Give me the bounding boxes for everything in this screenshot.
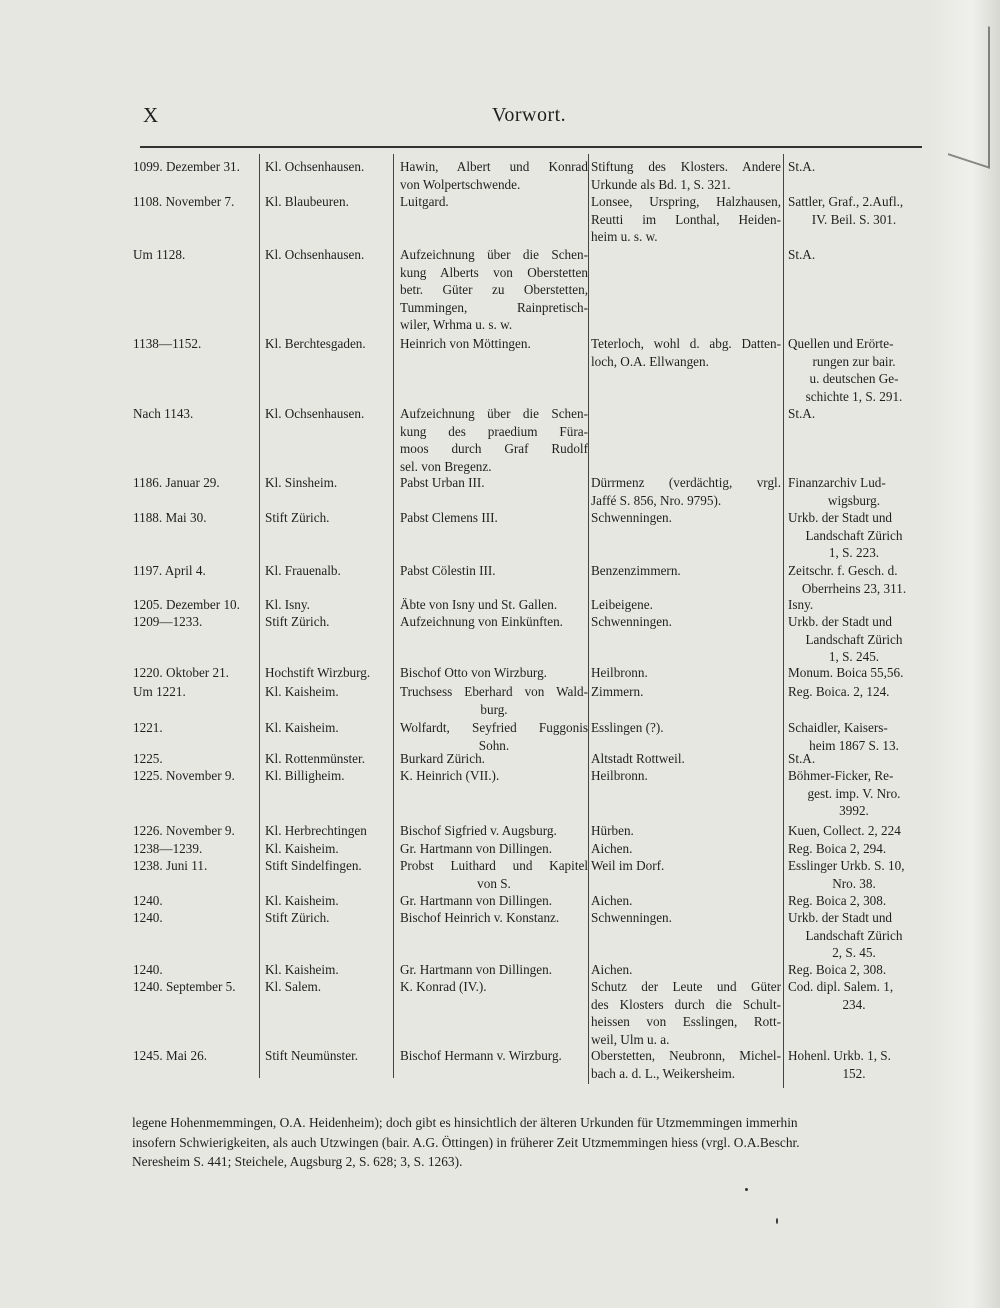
footnote-line: legene Hohenmemmingen, O.A. Heidenheim); doch gibt es hinsichtlich der älteren Urkunden für Utzmemmingen immerhin <box>132 1115 798 1130</box>
cell-source: Reg. Boica 2, 308. <box>788 962 887 977</box>
cell-institution: Stift Zürich. <box>265 510 330 525</box>
cell-issuer: von Wolpertschwende. <box>400 176 521 192</box>
cell-source: Reg. Boica 2, 308. <box>788 893 887 908</box>
cell-place: Schwenningen. <box>591 510 672 525</box>
cell-date: Nach 1143. <box>133 406 194 421</box>
cell-issuer: Aufzeichnung über die Schen- <box>400 406 588 421</box>
cell-date: 1209—1233. <box>133 614 203 629</box>
cell-source: St.A. <box>788 159 816 174</box>
cell-date: Um 1128. <box>133 247 186 262</box>
cell-place: Schwenningen. <box>591 614 672 629</box>
cell-source: 3992. <box>839 803 869 819</box>
cell-source: Nro. 38. <box>832 875 876 891</box>
cell-issuer: Tummingen, Rainpretisch- <box>400 299 588 315</box>
cell-institution: Kl. Ochsenhausen. <box>265 247 365 262</box>
cell-issuer: Bischof Sigfried v. Augsburg. <box>400 823 557 838</box>
cell-issuer: Bischof Hermann v. Wirzburg. <box>400 1048 562 1063</box>
cell-issuer: Pabst Urban III. <box>400 475 485 490</box>
cell-place: des Klosters durch die Schult- <box>591 996 781 1012</box>
cell-issuer: Gr. Hartmann von Dillingen. <box>400 841 552 856</box>
cell-date: 1226. November 9. <box>133 823 235 838</box>
cell-source: St.A. <box>788 406 816 421</box>
cell-institution: Stift Neumünster. <box>265 1048 359 1063</box>
cell-institution: Stift Sindelfingen. <box>265 858 362 873</box>
page-title: Vorwort. <box>492 104 567 126</box>
cell-source: u. deutschen Ge- <box>809 371 899 387</box>
cell-place: Stiftung des Klosters. Andere <box>591 159 781 174</box>
cell-institution: Kl. Frauenalb. <box>265 563 341 578</box>
cell-date: 1197. April 4. <box>133 563 206 578</box>
cell-place: Weil im Dorf. <box>591 858 665 873</box>
cell-issuer: Wolfardt, Seyfried Fuggonis <box>400 720 588 735</box>
cell-issuer: Aufzeichnung von Einkünften. <box>400 614 563 629</box>
cell-institution: Kl. Kaisheim. <box>265 720 339 735</box>
cell-source: Böhmer-Ficker, Re- <box>788 768 894 783</box>
cell-source: Sattler, Graf., 2.Aufl., <box>788 194 904 209</box>
cell-place: weil, Ulm u. a. <box>591 1031 670 1047</box>
cell-date: 1225. November 9. <box>133 768 235 783</box>
cell-source: 1, S. 223. <box>828 545 880 561</box>
cell-place: Teterloch, wohl d. abg. Datten- <box>591 336 781 351</box>
cell-source: Oberrheins 23, 311. <box>801 580 907 596</box>
cell-date: 1238. Juni 11. <box>133 858 208 873</box>
cell-source: 152. <box>842 1065 866 1081</box>
cell-place: Zimmern. <box>591 684 644 699</box>
cell-institution: Kl. Herbrechtingen <box>265 823 367 838</box>
cell-source: gest. imp. V. Nro. <box>807 785 901 801</box>
cell-date: 1240. <box>133 893 163 908</box>
cell-issuer: Probst Luithard und Kapitel <box>400 858 588 873</box>
cell-institution: Stift Zürich. <box>265 910 330 925</box>
cell-source: Isny. <box>788 597 814 612</box>
cell-institution: Hochstift Wirzburg. <box>265 665 371 680</box>
cell-institution: Kl. Kaisheim. <box>265 684 339 699</box>
cell-date: 1221. <box>133 720 163 735</box>
cell-date: 1186. Januar 29. <box>133 475 220 490</box>
cell-source: St.A. <box>788 247 816 262</box>
cell-source: wigsburg. <box>827 492 881 508</box>
cell-issuer: kung Alberts von Oberstetten <box>400 264 588 280</box>
cell-issuer: betr. Güter zu Oberstetten, <box>400 282 588 298</box>
cell-source: Zeitschr. f. Gesch. d. <box>788 563 898 578</box>
cell-place: Heilbronn. <box>591 768 648 783</box>
cell-date: 1238—1239. <box>133 841 203 856</box>
cell-source: Schaidler, Kaisers- <box>788 720 888 735</box>
cell-source: IV. Beil. S. 301. <box>811 211 897 227</box>
cell-place: Leibeigene. <box>591 597 653 612</box>
cell-place: Schutz der Leute und Güter <box>591 979 781 994</box>
cell-place: bach a. d. L., Weikersheim. <box>591 1065 736 1081</box>
cell-institution: Kl. Salem. <box>265 979 322 994</box>
cell-place: Hürben. <box>591 823 634 838</box>
cell-place: Schwenningen. <box>591 910 672 925</box>
cell-place: Dürrmenz (verdächtig, vrgl. <box>591 475 781 490</box>
cell-source: 2, S. 45. <box>832 945 876 961</box>
cell-place: Heilbronn. <box>591 665 648 680</box>
cell-place: Lonsee, Urspring, Halzhausen, <box>591 194 781 209</box>
cell-issuer: K. Heinrich (VII.). <box>400 768 500 783</box>
cell-date: 1099. Dezember 31. <box>133 159 240 174</box>
cell-date: 1240. <box>133 910 163 925</box>
cell-place: Urkunde als Bd. 1, S. 321. <box>591 176 731 192</box>
cell-issuer: moos durch Graf Rudolf <box>400 441 588 457</box>
cell-institution: Kl. Kaisheim. <box>265 893 339 908</box>
cell-source: Reg. Boica. 2, 124. <box>788 684 890 699</box>
cell-date: 1240. <box>133 962 163 977</box>
cell-date: 1108. November 7. <box>133 194 235 209</box>
cell-issuer: Bischof Otto von Wirzburg. <box>400 665 547 680</box>
cell-date: 1188. Mai 30. <box>133 510 207 525</box>
cell-issuer: Heinrich von Möttingen. <box>400 336 531 351</box>
cell-issuer: Hawin, Albert und Konrad <box>400 159 588 174</box>
cell-place: Altstadt Rottweil. <box>591 751 685 766</box>
cell-source: Monum. Boica 55,56. <box>788 665 904 680</box>
cell-place: Aichen. <box>591 962 633 977</box>
cell-place: Oberstetten, Neubronn, Michel- <box>591 1048 781 1063</box>
cell-institution: Kl. Kaisheim. <box>265 962 339 977</box>
cell-issuer: Pabst Clemens III. <box>400 510 498 525</box>
cell-source: schichte 1, S. 291. <box>805 388 903 404</box>
cell-date: Um 1221. <box>133 684 186 699</box>
cell-issuer: wiler, Wrhma u. s. w. <box>400 317 513 333</box>
cell-source: Finanzarchiv Lud- <box>788 475 886 490</box>
cell-issuer: sel. von Bregenz. <box>400 458 492 474</box>
cell-issuer: K. Konrad (IV.). <box>400 979 487 994</box>
cell-date: 1220. Oktober 21. <box>133 665 229 680</box>
cell-issuer: Sohn. <box>478 737 510 753</box>
cell-place: heim u. s. w. <box>591 229 658 245</box>
footnote-line: Neresheim S. 441; Steichele, Augsburg 2, S. 628; 3, S. 1263). <box>132 1154 463 1169</box>
cell-institution: Kl. Ochsenhausen. <box>265 406 365 421</box>
footnote <box>132 1113 922 1172</box>
cell-source: Reg. Boica 2, 294. <box>788 841 887 856</box>
cell-source: heim 1867 S. 13. <box>809 737 899 753</box>
cell-issuer: Luitgard. <box>400 194 449 209</box>
cell-source: 1, S. 245. <box>828 649 880 665</box>
cell-place: Reutti im Lonthal, Heiden- <box>591 211 781 227</box>
cell-issuer: burg. <box>480 701 508 717</box>
cell-issuer: Aufzeichnung über die Schen- <box>400 247 588 262</box>
print-speck <box>776 1218 778 1224</box>
cell-institution: Kl. Ochsenhausen. <box>265 159 365 174</box>
footnote-line: insofern Schwierigkeiten, als auch Utzwingen (bair. A.G. Öttingen) in früherer Zeit Utzmemmingen hiess (vrgl. O.A.Beschr. <box>132 1134 800 1150</box>
cell-institution: Kl. Berchtesgaden. <box>265 336 366 351</box>
cell-source: Landschaft Zürich <box>805 631 903 647</box>
cell-issuer: Truchsess Eberhard von Wald- <box>400 684 588 699</box>
cell-place: Aichen. <box>591 893 633 908</box>
cell-source: Landschaft Zürich <box>805 527 903 543</box>
print-speck <box>745 1188 748 1191</box>
cell-issuer: kung des praedium Füra- <box>400 423 588 439</box>
cell-date: 1205. Dezember 10. <box>133 597 240 612</box>
cell-source: Urkb. der Stadt und <box>788 910 893 925</box>
cell-place: Aichen. <box>591 841 633 856</box>
cell-source: Cod. dipl. Salem. 1, <box>788 979 894 994</box>
cell-source: St.A. <box>788 751 816 766</box>
cell-institution: Stift Zürich. <box>265 614 330 629</box>
cell-issuer: von S. <box>477 875 511 891</box>
cell-institution: Kl. Billigheim. <box>265 768 345 783</box>
cell-source: Hohenl. Urkb. 1, S. <box>788 1048 891 1063</box>
cell-place: Esslingen (?). <box>591 720 664 735</box>
cell-source: Urkb. der Stadt und <box>788 510 893 525</box>
cell-source: rungen zur bair. <box>812 353 896 369</box>
cell-source: Kuen, Collect. 2, 224 <box>788 823 901 838</box>
cell-source: 234. <box>842 996 866 1012</box>
cell-issuer: Gr. Hartmann von Dillingen. <box>400 893 552 908</box>
cell-issuer: Bischof Heinrich v. Konstanz. <box>400 910 560 925</box>
cell-place: loch, O.A. Ellwangen. <box>591 353 709 369</box>
cell-source: Esslinger Urkb. S. 10, <box>788 858 905 873</box>
cell-date: 1225. <box>133 751 163 766</box>
cell-place: heissen von Esslingen, Rott- <box>591 1014 781 1030</box>
cell-place: Jaffé S. 856, Nro. 9795). <box>591 492 722 508</box>
cell-issuer: Äbte von Isny und St. Gallen. <box>400 597 558 612</box>
cell-issuer: Pabst Cölestin III. <box>400 563 496 578</box>
page-number: X <box>143 103 160 127</box>
cell-institution: Kl. Blaubeuren. <box>265 194 349 209</box>
cell-institution: Kl. Rottenmünster. <box>265 751 366 766</box>
cell-institution: Kl. Kaisheim. <box>265 841 339 856</box>
cell-institution: Kl. Sinsheim. <box>265 475 338 490</box>
cell-date: 1240. September 5. <box>133 979 236 994</box>
cell-place: Benzenzimmern. <box>591 563 681 578</box>
cell-issuer: Burkard Zürich. <box>400 751 485 766</box>
cell-issuer: Gr. Hartmann von Dillingen. <box>400 962 552 977</box>
cell-source: Landschaft Zürich <box>805 927 903 943</box>
cell-institution: Kl. Isny. <box>265 597 310 612</box>
cell-date: 1138—1152. <box>133 336 202 351</box>
cell-source: Quellen und Erörte- <box>788 336 894 351</box>
cell-source: Urkb. der Stadt und <box>788 614 893 629</box>
cell-date: 1245. Mai 26. <box>133 1048 207 1063</box>
